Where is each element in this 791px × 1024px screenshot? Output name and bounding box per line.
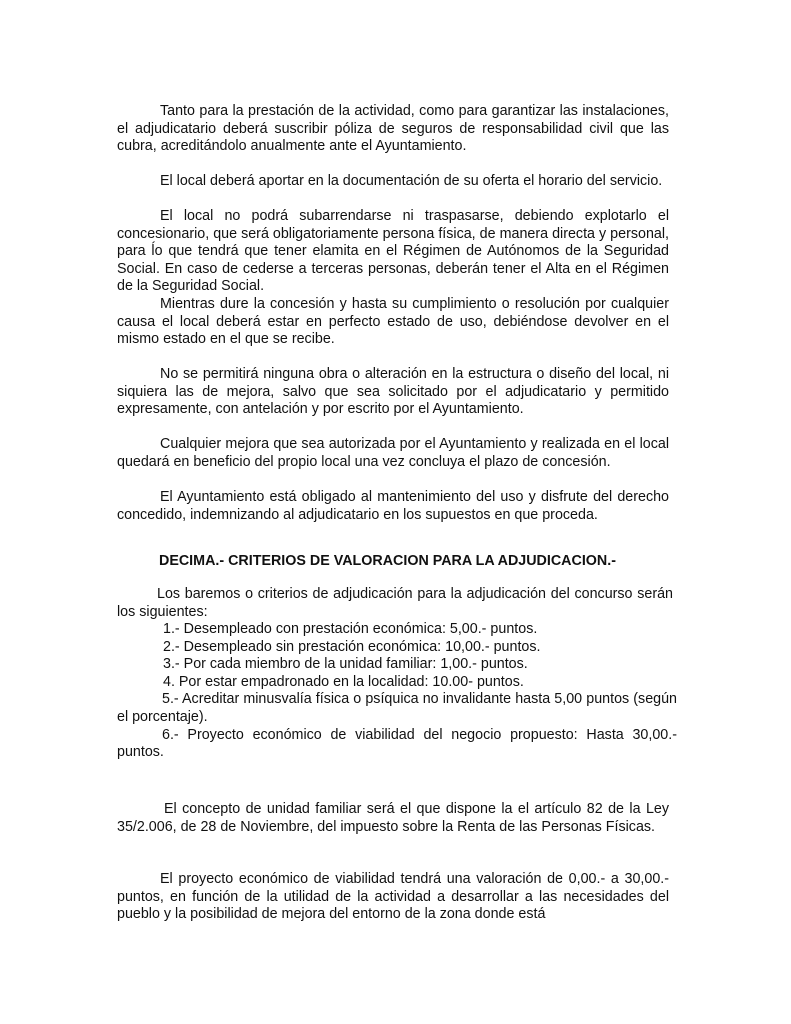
paragraph-subarriendo: El local no podrá subarrendarse ni traspasarse, debiendo explotarlo el concesionario, que será obligatoriamente persona física, de manera directa y personal, para ĺo que tendrá que tener elamita en el Régimen de Autónomos de la Seguridad Social. En caso de cederse a terceras personas, deberán tener el Alta en el Régimen de la Seguridad Social. <box>117 208 669 295</box>
paragraph-unidad-familiar: El concepto de unidad familiar será el que dispone la el artículo 82 de la Ley 35/2.006, de 28 de Noviembre, del impuesto sobre la Renta de las Personas Físicas. <box>117 801 669 835</box>
criterion-item: 6.- Proyecto económico de viabilidad del negocio propuesto: Hasta 30,00.- puntos. <box>117 726 677 761</box>
paragraph-seguros: Tanto para la prestación de la actividad, como para garantizar las instalaciones, el adjudicatario deberá suscribir póliza de seguros de responsabilidad civil que las cubra, acreditándolo anualmente ante el Ayuntamiento. <box>117 103 669 155</box>
section-heading: DECIMA.- CRITERIOS DE VALORACION PARA LA ADJUDICACION.- <box>159 553 616 569</box>
criterion-item: 5.- Acreditar minusvalía física o psíquica no invalidante hasta 5,00 puntos (según el porcentaje). <box>117 691 677 725</box>
criterion-item: 2.- Desempleado sin prestación económica: 10,00.- puntos. <box>163 638 541 655</box>
paragraph-estado-uso: Mientras dure la concesión y hasta su cumplimiento o resolución por cualquier causa el local deberá estar en perfecto estado de uso, debiéndose devolver en el mismo estado en el que se recibe. <box>117 296 669 348</box>
criterion-item: 1.- Desempleado con prestación económica: 5,00.- puntos. <box>163 621 538 637</box>
criteria-list <box>117 621 677 762</box>
paragraph-mejoras: Cualquier mejora que sea autorizada por el Ayuntamiento y realizada en el local quedará en beneficio del propio local una vez concluya el plazo de concesión. <box>117 436 669 470</box>
paragraph-obras: No se permitirá ninguna obra o alteración en la estructura o diseño del local, ni siquiera las de mejora, salvo que sea solicitado por el adjudicatario y permitido expresamente, con antelación y por escrito por el Ayuntamiento. <box>117 366 669 418</box>
criteria-intro: Los baremos o criterios de adjudicación para la adjudicación del concurso serán los siguientes: <box>117 586 673 620</box>
paragraph-horario: El local deberá aportar en la documentación de su oferta el horario del servicio. <box>160 173 663 189</box>
criterion-item: 3.- Por cada miembro de la unidad familiar: 1,00.- puntos. <box>163 656 528 673</box>
paragraph-proyecto-economico: El proyecto económico de viabilidad tendrá una valoración de 0,00.- a 30,00.- puntos, en función de la utilidad de la actividad a desarrollar a las necesidades del pueblo y la posibilidad de mejora del entorno de la zona donde está <box>117 871 669 923</box>
criterion-item: 4. Por estar empadronado en la localidad: 10.00- puntos. <box>163 673 524 690</box>
paragraph-ayuntamiento: El Ayuntamiento está obligado al mantenimiento del uso y disfrute del derecho concedido, indemnizando al adjudicatario en los supuestos en que proceda. <box>117 489 669 523</box>
